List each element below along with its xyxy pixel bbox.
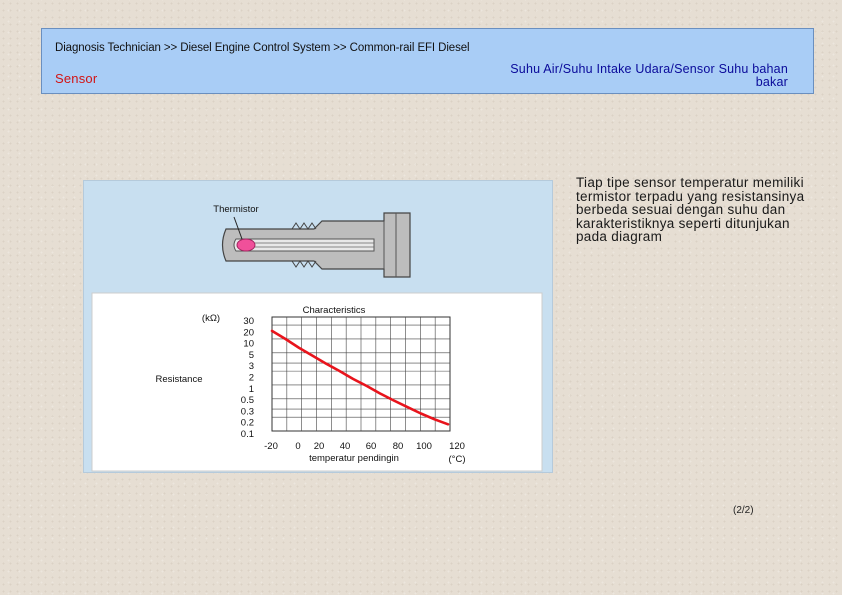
header-bar (41, 28, 814, 94)
x-tick-label: 60 (365, 441, 377, 452)
y-tick-label: 10 (243, 338, 254, 350)
y-axis-label: Resistance (155, 374, 203, 385)
x-axis-label: temperatur pendingin (309, 453, 399, 464)
chart-title: Characteristics (302, 305, 366, 316)
sensor-cross-section-illustration (223, 213, 411, 277)
y-tick-label: 5 (248, 349, 254, 361)
y-tick-label: 1 (248, 383, 254, 395)
description-text: Tiap tipe sensor temperatur memiliki termistor terpadu yang resistansinya berbeda sesuai dengan suhu dan karakteristiknya seperti ditunjukan pada diagram (576, 175, 805, 244)
y-tick-label: 3 (248, 361, 254, 373)
thermistor-label: Thermistor (213, 204, 259, 215)
y-tick-label: 20 (243, 327, 254, 339)
subject-title: Suhu Air/Suhu Intake Udara/Sensor Suhu bahan bakar (510, 62, 788, 89)
x-tick-label: 80 (392, 441, 404, 452)
y-tick-label: 0.3 (240, 406, 254, 418)
y-tick-label: 0.2 (240, 417, 254, 429)
x-tick-label: 100 (416, 441, 432, 452)
y-tick-label: 0.5 (240, 395, 254, 407)
section-title: Sensor (55, 71, 98, 86)
breadcrumb: Diagnosis Technician >> Diesel Engine Control System >> Common-rail EFI Diesel (55, 42, 470, 54)
y-tick-label: 30 (243, 316, 254, 327)
x-tick-label: 20 (313, 441, 325, 452)
x-tick-label: 120 (449, 441, 465, 452)
y-tick-label: 0.1 (240, 429, 254, 440)
y-tick-label: 2 (248, 372, 254, 384)
x-tick-label: 40 (339, 441, 351, 452)
y-axis-unit: (kΩ) (201, 313, 221, 324)
x-axis-unit: (°C) (448, 454, 466, 465)
x-tick-label: 0 (295, 441, 301, 452)
thermistor-element (237, 239, 255, 251)
sensor-figure (83, 180, 553, 473)
page-indicator: (2/2) (733, 505, 754, 516)
figure-svg (84, 181, 554, 474)
x-tick-label: -20 (264, 441, 278, 452)
